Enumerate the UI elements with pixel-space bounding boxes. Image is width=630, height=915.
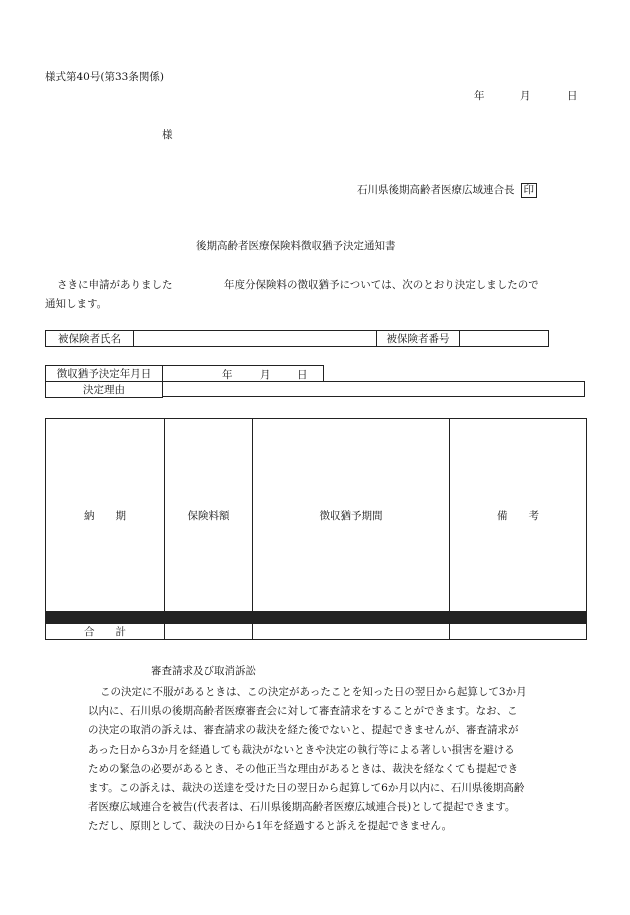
decision-year-label: 年 — [222, 369, 233, 381]
header-due-date: 納 期 — [46, 419, 165, 612]
intro-text-a: さきに申請がありました — [57, 279, 173, 291]
insured-number-field[interactable] — [460, 331, 549, 347]
header-deferral-period: 徴収猶予期間 — [253, 419, 450, 612]
date-day-label: 日 — [567, 90, 578, 102]
appeal-line: ただし、原則として、裁決の日から1年を経過すると訴えを提起できません。 — [88, 820, 453, 833]
document-title: 後期高齢者医療保険料徴収猶予決定通知書 — [196, 240, 396, 252]
seal-mark: 印 — [521, 183, 538, 198]
total-amount-cell[interactable] — [165, 624, 253, 640]
intro-text-line2: 通知します。 — [45, 298, 108, 310]
header-remarks: 備 考 — [450, 419, 587, 612]
sender-name: 石川県後期高齢者医療広域連合長 — [357, 184, 515, 196]
total-period-cell[interactable] — [253, 624, 450, 640]
schedule-total-row — [46, 624, 587, 640]
decision-reason-label: 決定理由 — [46, 382, 163, 398]
appeal-line: ます。この訴えは、裁決の送達を受けた日の翌日から起算して6か月以内に、石川県後期高齢 — [88, 782, 525, 795]
decision-date-field[interactable] — [162, 366, 324, 382]
decision-day-label: 日 — [297, 369, 308, 381]
decision-reason-field[interactable] — [162, 382, 585, 397]
total-remarks-cell[interactable] — [450, 624, 587, 640]
form-number: 様式第40号(第33条関係) — [45, 71, 164, 83]
total-label: 合 計 — [46, 624, 165, 640]
insured-name-field[interactable] — [134, 331, 377, 347]
appeal-line: 以内に、石川県の後期高齢者医療審査会に対して審査請求をすることができます。なお、こ — [88, 705, 518, 718]
decision-date-label: 徴収猶予決定年月日 — [46, 366, 163, 382]
appeal-line: の決定の取消の訴えは、審査請求の裁決を経た後でないと、提起できませんが、審査請求が — [88, 724, 519, 737]
schedule-table — [45, 418, 587, 640]
addressee-suffix: 様 — [162, 129, 173, 141]
date-month-label: 月 — [520, 90, 531, 102]
insured-name-label: 被保険者氏名 — [46, 331, 134, 347]
decision-labels-table — [45, 365, 163, 398]
header-premium-amount: 保険料額 — [165, 419, 253, 612]
date-year-label: 年 — [474, 90, 485, 102]
appeal-text — [88, 683, 585, 837]
appeal-heading: 審査請求及び取消訴訟 — [151, 665, 256, 677]
appeal-line: この決定に不服があるときは、この決定があったことを知った日の翌日から起算して3か月 — [100, 686, 527, 698]
decision-reason-table — [162, 381, 585, 397]
decision-month-label: 月 — [260, 369, 271, 381]
insured-table — [45, 330, 549, 347]
schedule-header-row — [46, 419, 587, 612]
appeal-line: ための緊急の必要があるとき、その他正当な理由があるときは、裁決を経なくても提起でき — [88, 762, 519, 775]
intro-text-b: 年度分保険料の徴収猶予については、次のとおり決定しましたので — [224, 279, 539, 291]
sender-block — [357, 182, 537, 198]
appeal-line: 者医療広域連合を被告(代表者は、石川県後期高齢者医療広域連合長)として提起できます。 — [88, 801, 516, 814]
appeal-line: あった日から3か月を経過しても裁決がないときや決定の執行等による著しい損害を避ける — [88, 743, 515, 756]
decision-date-table — [162, 365, 324, 382]
insured-number-label: 被保険者番号 — [377, 331, 460, 347]
